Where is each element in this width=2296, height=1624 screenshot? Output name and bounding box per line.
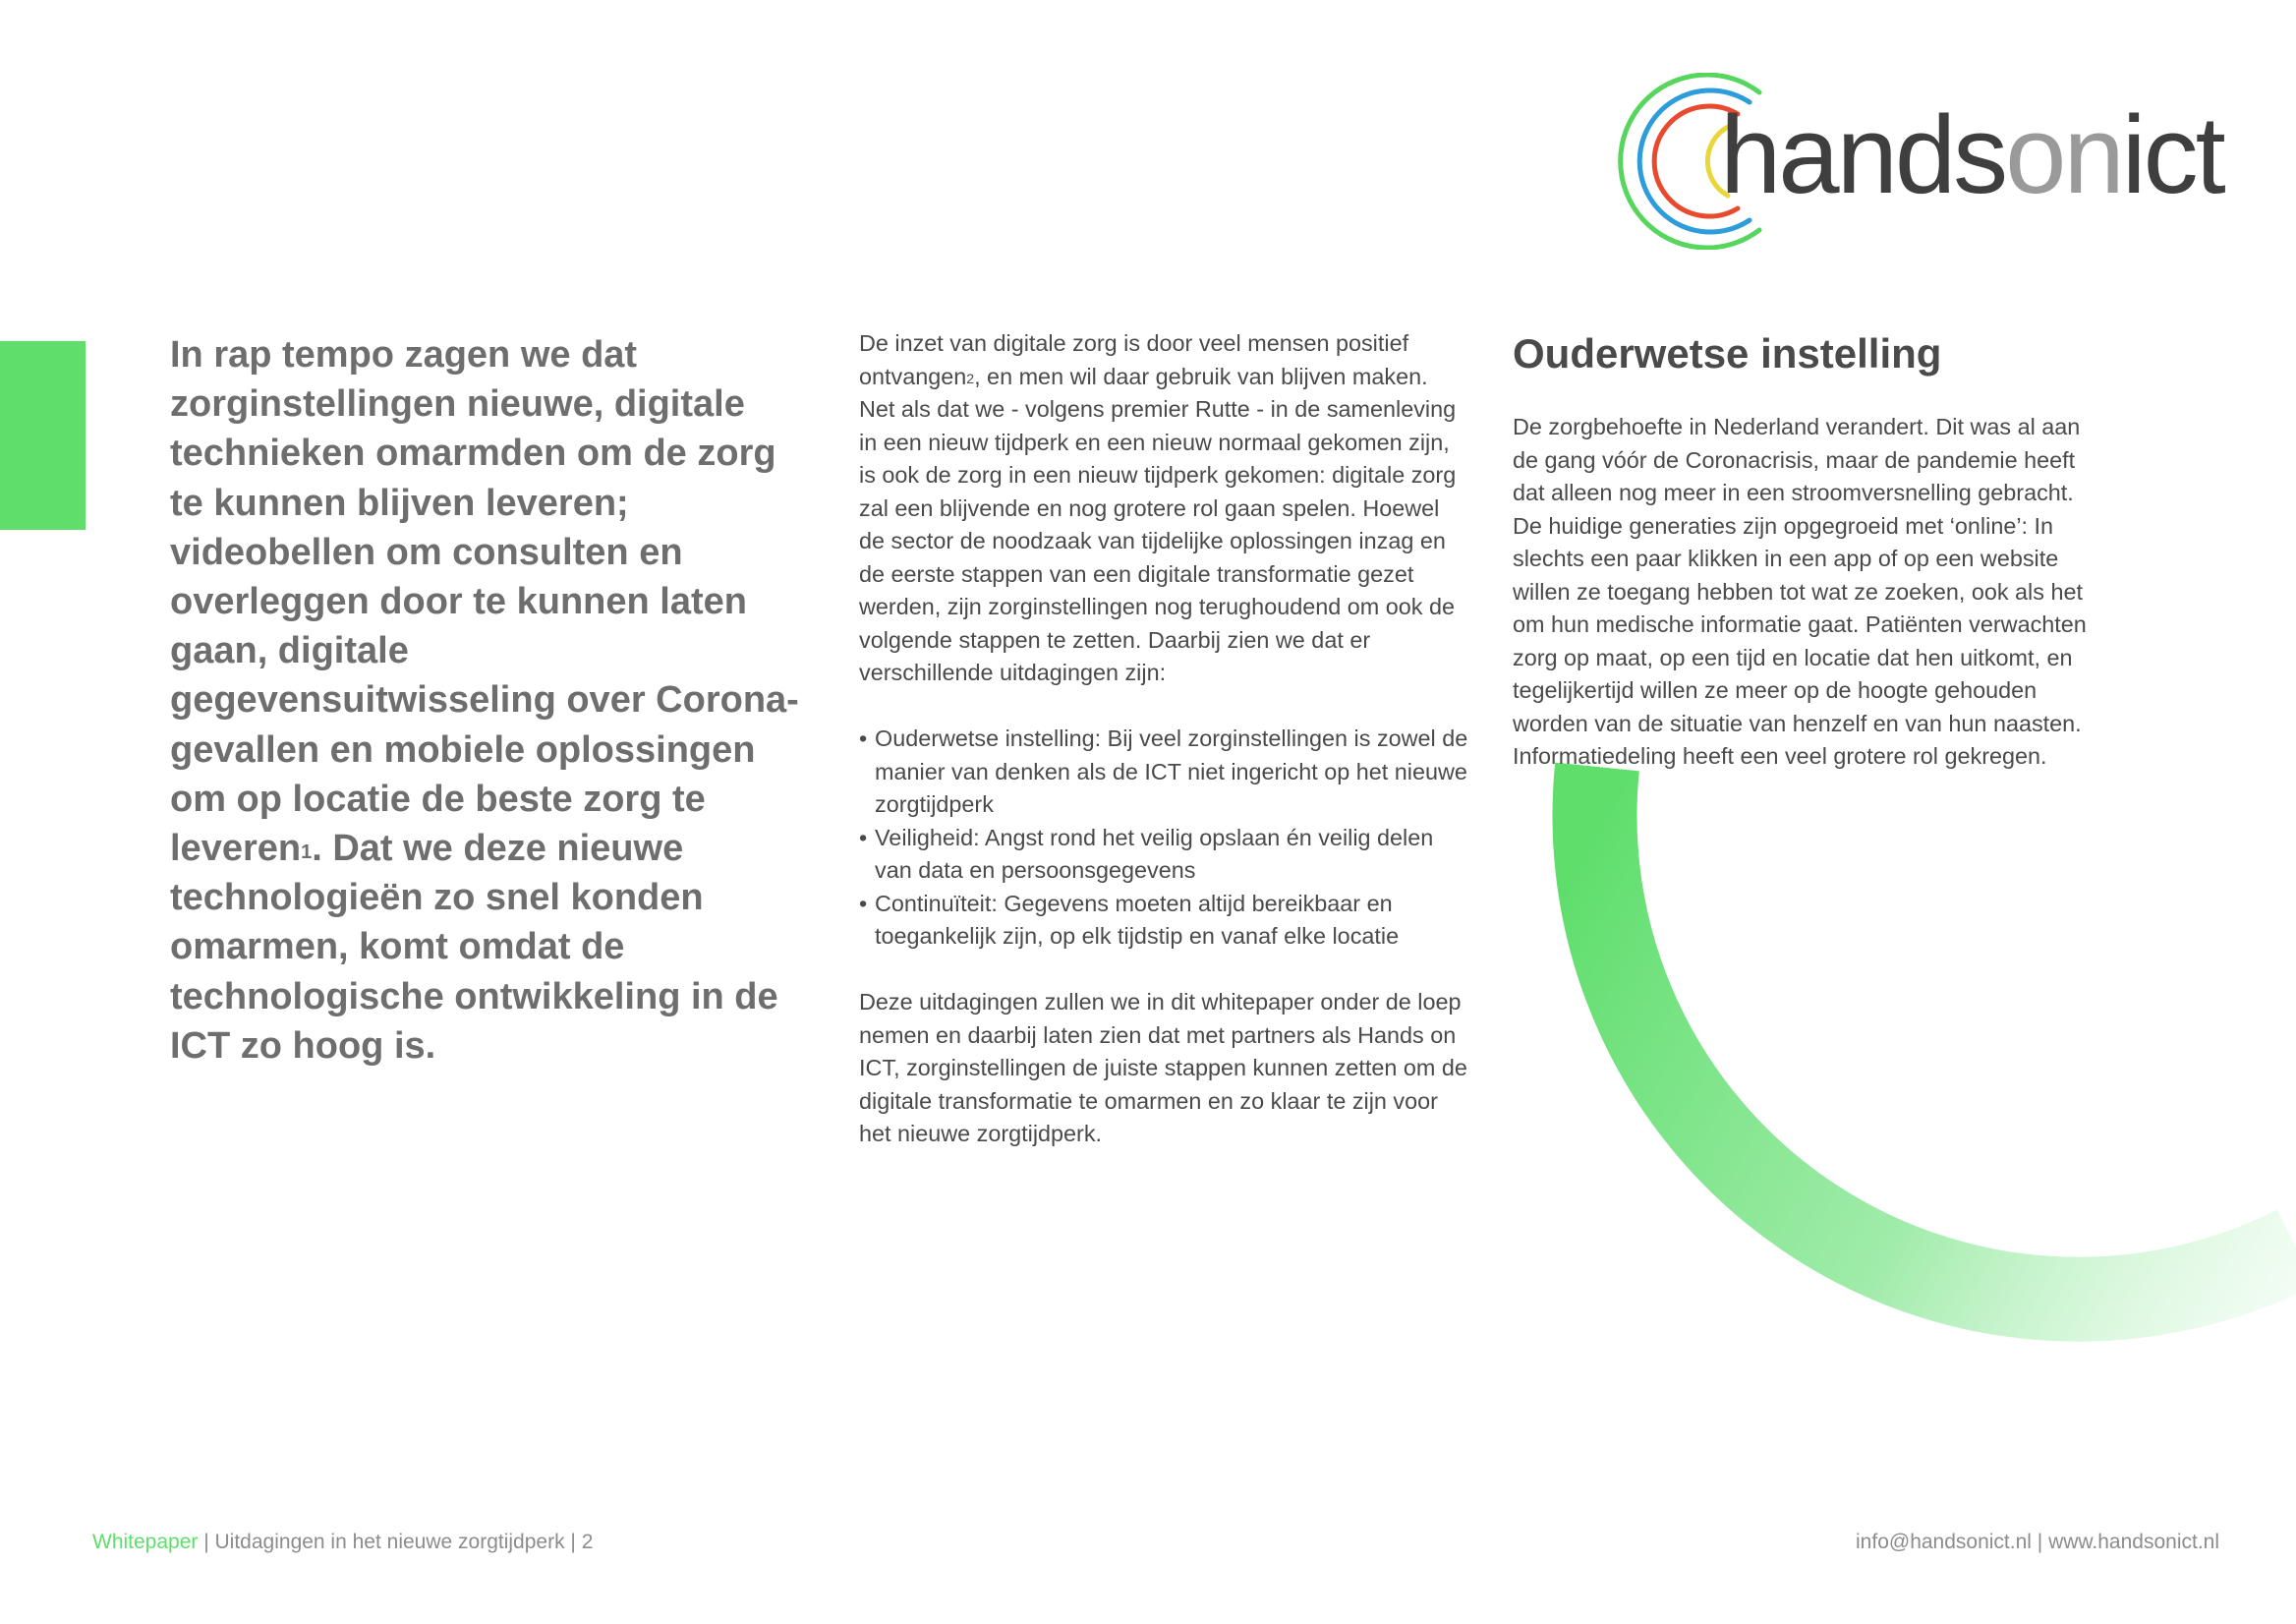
accent-bar <box>0 341 86 530</box>
list-item: • Veiligheid: Angst rond het veilig opslaan én veilig delen van data en persoonsgegevens <box>859 822 1468 888</box>
footer-contact[interactable]: info@handsonict.nl | www.handsonict.nl <box>1856 1531 2219 1553</box>
footnote-ref-1[interactable]: 1 <box>301 841 313 864</box>
section-heading: Ouderwetse instelling <box>1513 330 1942 377</box>
list-item: • Continuïteit: Gegevens moeten altijd bereikbaar en toegankelijk zijn, op elk tijdstip en vanaf elke locatie <box>859 888 1468 954</box>
logo-on: on <box>2005 93 2122 216</box>
logo-hands: hands <box>1720 93 2006 216</box>
right-column <box>1513 411 2102 774</box>
logo-ict: ict <box>2121 93 2223 216</box>
challenges-list <box>859 723 1468 954</box>
logo-wordmark <box>1720 93 2223 216</box>
section-paragraph: De zorgbehoefte in Nederland verandert. Dit was al aan de gang vóór de Coronacrisis, maar de pandemie heeft dat alleen nog meer in een stroomversnelling gebracht. De huidige generaties zijn opgegroeid met ‘online’: In slechts een paar klikken in een app of op een website willen ze toegang hebben tot wat ze zoeken, ook als het om hun medische informatie gaat. Patiënten verwachten zorg op maat, op een tijd en locatie dat hen uitkomt, en tegelijkertijd willen ze meer op de hoogte gehouden worden van de situatie van henzelf en van hun naasten. Informatiedeling heeft een veel grotere rol gekregen. <box>1513 414 2087 769</box>
footer-title <box>92 1528 593 1557</box>
intro-paragraph: De inzet van digitale zorg is door veel mensen positief ontvangen$^2$, en men wil daar gebruik van blijven maken. Net als dat we - volgens premier Rutte - in de samenleving in een nieuw tijdperk en een nieuw normaal gekomen zijn, is ook de zorg in een nieuw tijdperk gekomen: digitale zorg zal een blijvende en nog grotere rol gaan spelen. Hoewel de sector de noodzaak van tijdelijke oplossingen inzag en de eerste stappen van een digitale transformatie gezet werden, zijn zorginstellingen nog terughoudend om ook de volgende stappen te zetten. Daarbij zien we dat er verschillende uitdagingen zijn: <box>859 330 1457 685</box>
brand-logo[interactable] <box>1612 73 2221 250</box>
closing-paragraph: Deze uitdagingen zullen we in dit whitepaper onder de loep nemen en daarbij laten zien dat met partners als Hands on ICT, zorginstellingen de juiste stappen kunnen zetten om de digitale transformatie te omarmen en zo klaar te zijn voor het nieuwe zorgtijdperk. <box>859 989 1467 1146</box>
middle-column <box>859 327 1468 1151</box>
lead-paragraph: In rap tempo zagen we dat zorginstellingen nieuwe, digitale technieken omarmden om de zorg te kunnen blijven leveren; videobellen om consulten en overleggen door te kunnen laten gaan, digitale gegevensuitwisseling over Corona-gevallen en mobiele oplossingen om op locatie de beste zorg te leveren$^1$. Dat we deze nieuwe technologieën zo snel konden omarmen, komt omdat de technologische ontwikkeling in de ICT zo hoog is. <box>170 334 799 1067</box>
footnote-ref-2[interactable]: 2 <box>966 370 975 386</box>
list-item: • Ouderwetse instelling: Bij veel zorginstellingen is zowel de manier van denken als de ICT niet ingericht op het nieuwe zorgtijdperk <box>859 723 1468 822</box>
footer-doc-title: | Uitdagingen in het nieuwe zorgtijdperk | 2 <box>198 1531 594 1553</box>
footer-label: Whitepaper <box>92 1531 199 1553</box>
